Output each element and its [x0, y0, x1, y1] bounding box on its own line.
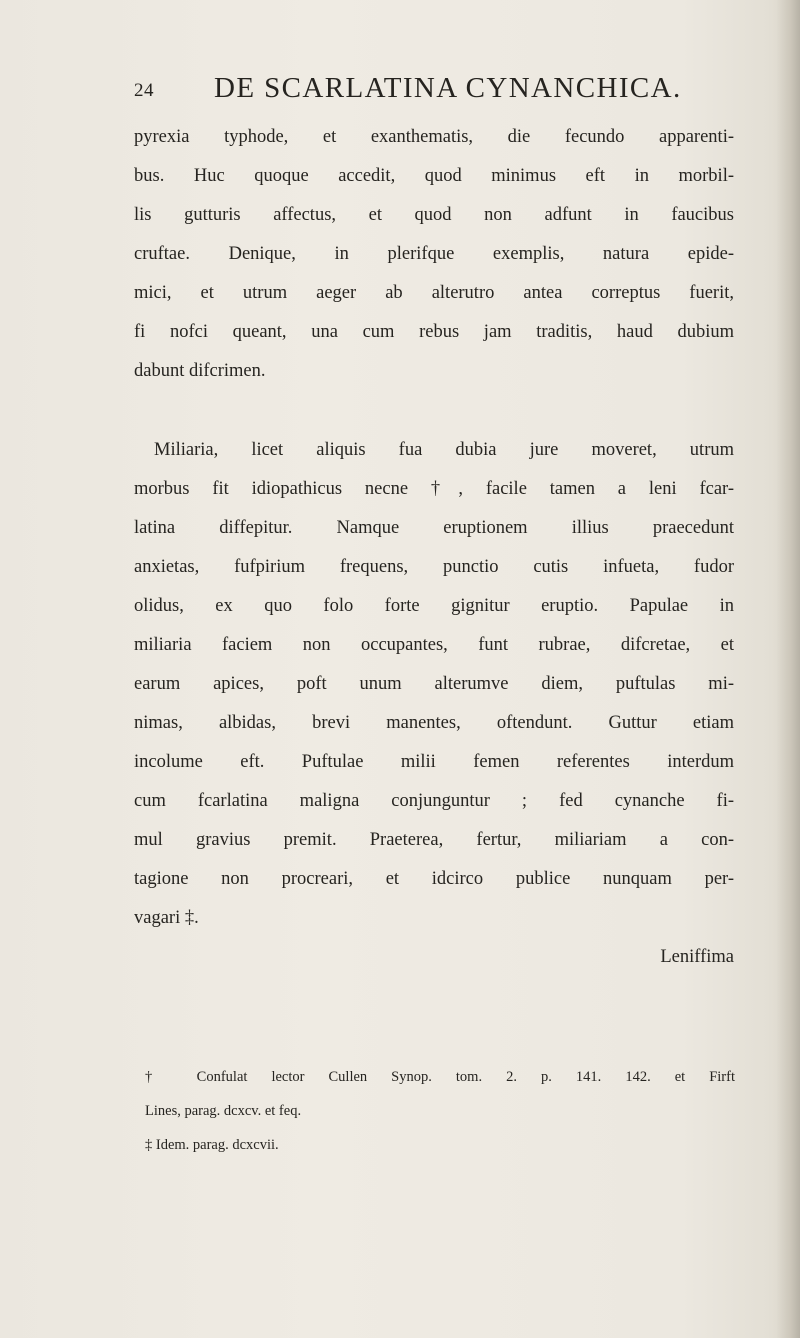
text-line: incolume eft. Puftulae milii femen referentes interdum — [134, 752, 734, 772]
page-edge-shadow — [776, 0, 800, 1338]
text-line: vagari ‡. — [134, 908, 199, 928]
text-line: cruftae. Denique, in plerifque exemplis, natura epide- — [134, 244, 734, 264]
text-line: lis gutturis affectus, et quod non adfunt in faucibus — [134, 205, 734, 225]
text-line: tagione non procreari, et idcirco publice nunquam per- — [134, 869, 734, 889]
page-header — [0, 72, 800, 112]
text-line: fi nofci queant, una cum rebus jam traditis, haud dubium — [134, 322, 734, 342]
text-line: pyrexia typhode, et exanthematis, die fecundo apparenti- — [134, 127, 734, 147]
text-line: latina diffepitur. Namque eruptionem illius praecedunt — [134, 518, 734, 538]
text-line: mul gravius premit. Praeterea, fertur, miliariam a con- — [134, 830, 734, 850]
text-line: morbus fit idiopathicus necne †, facile tamen a leni fcar- — [134, 479, 734, 499]
running-head: DE SCARLATINA CYNANCHICA. — [214, 72, 682, 104]
footnotes — [145, 1060, 735, 1162]
catchword: Leniffima — [660, 947, 734, 967]
text-line: cum fcarlatina maligna conjunguntur ; fed cynanche fi- — [134, 791, 734, 811]
text-line: anxietas, fufpirium frequens, punctio cutis infueta, fudor — [134, 557, 734, 577]
text-line: earum apices, poft unum alterumve diem, puftulas mi- — [134, 674, 734, 694]
text-line: bus. Huc quoque accedit, quod minimus eft in morbil- — [134, 166, 734, 186]
text-line: Miliaria, licet aliquis fua dubia jure moveret, utrum — [154, 440, 734, 460]
text-line: mici, et utrum aeger ab alterutro antea correptus fuerit, — [134, 283, 734, 303]
text-line: dabunt difcrimen. — [134, 361, 266, 381]
page-number: 24 — [134, 80, 154, 101]
text-line: miliaria faciem non occupantes, funt rubrae, difcretae, et — [134, 635, 734, 655]
footnote-line: Lines, parag. dcxcv. et feq. — [145, 1103, 302, 1119]
paragraph-gap — [134, 391, 734, 431]
text-line: nimas, albidas, brevi manentes, oftendunt. Guttur etiam — [134, 713, 734, 733]
footnote-line: † Confulat lector Cullen Synop. tom. 2. p. 141. 142. et Firft — [145, 1069, 735, 1085]
text-line: olidus, ex quo folo forte gignitur eruptio. Papulae in — [134, 596, 734, 616]
body-text — [134, 118, 734, 977]
footnote-line: ‡ Idem. parag. dcxcvii. — [145, 1137, 279, 1153]
